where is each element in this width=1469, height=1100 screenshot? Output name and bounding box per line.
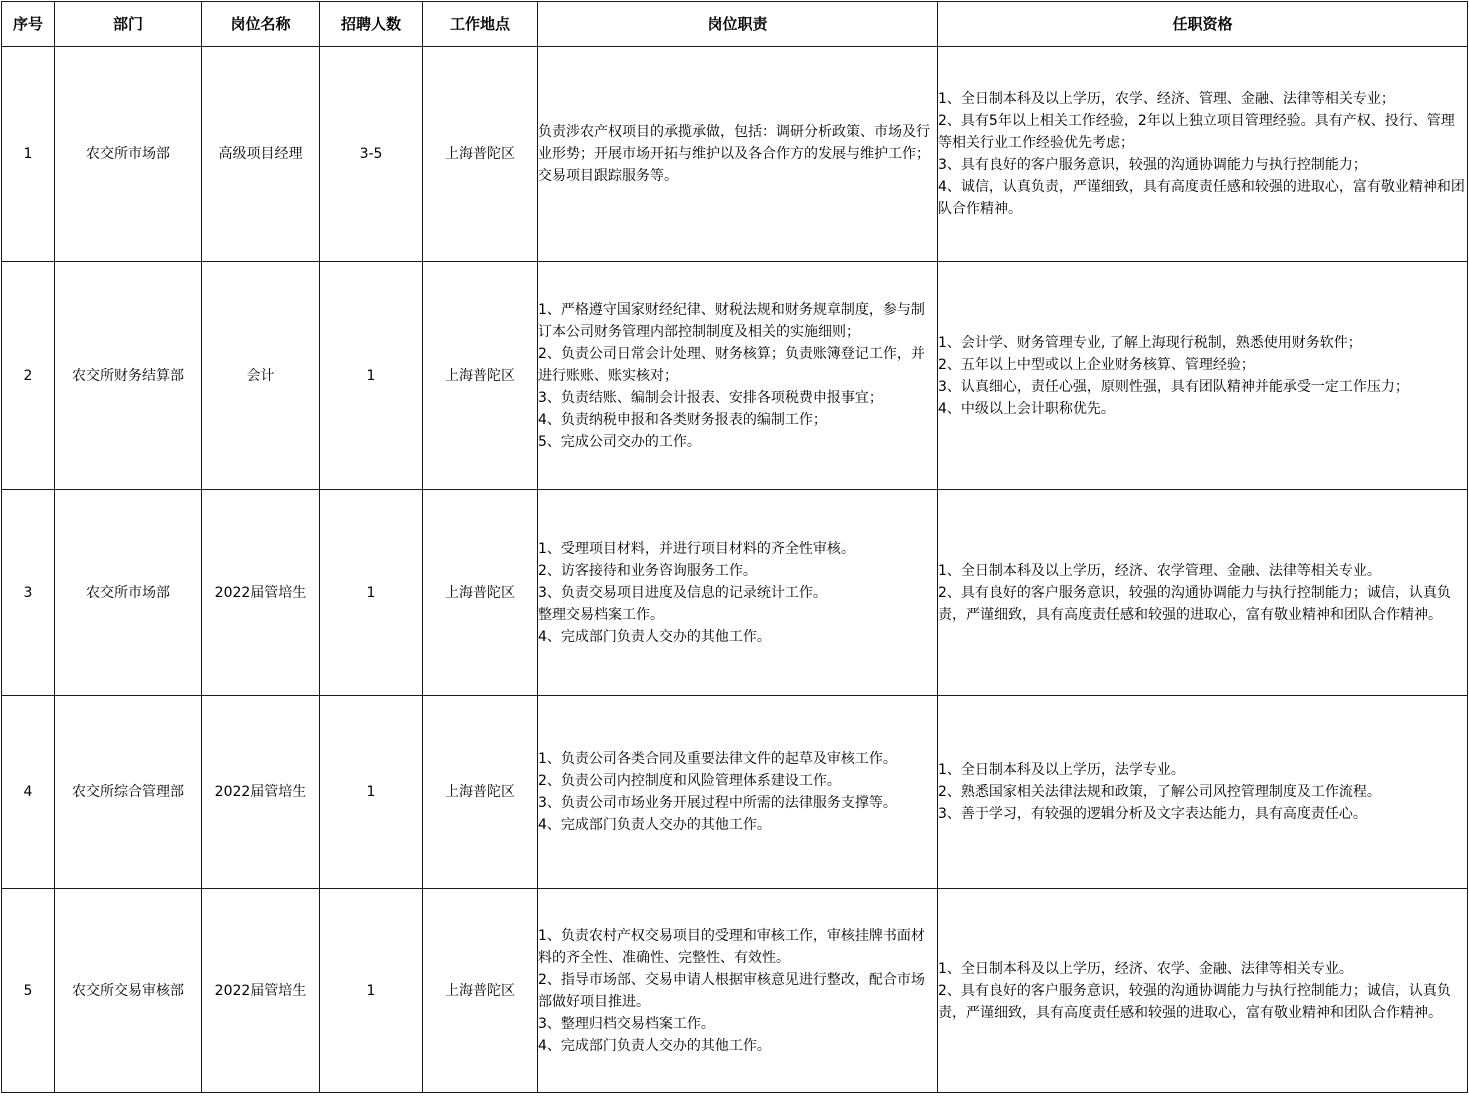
cell-headcount: 1 (320, 889, 423, 1093)
duty-line: 整理交易档案工作。 (538, 606, 664, 623)
duty-line: 4、完成部门负责人交办的其他工作。 (538, 817, 771, 833)
duty-line: 1、负责农村产权交易项目的受理和审核工作，审核挂牌书面材料的齐全性、准确性、完整性、有效性。 (538, 927, 925, 966)
cell-qualifications (938, 490, 1468, 696)
table-row (2, 490, 1468, 696)
duty-line: 负责涉农产权项目的承揽承做，包括：调研分析政策、市场及行业形势；开展市场开拓与维护以及各合作方的发展与维护工作；交易项目跟踪服务等。 (538, 124, 930, 184)
duty-line: 1、受理项目材料，并进行项目材料的齐全性审核。 (538, 540, 855, 557)
qualification-line: 3、具有良好的客户服务意识，较强的沟通协调能力与执行控制能力； (938, 157, 1367, 173)
duty-line: 1、严格遵守国家财经纪律、财税法规和财务规章制度，参与制订本公司财务管理内部控制制度及相关的实施细则； (538, 301, 925, 340)
header-index: 序号 (2, 2, 55, 47)
cell-headcount: 1 (320, 490, 423, 696)
cell-department: 农交所财务结算部 (55, 262, 202, 490)
cell-index: 3 (2, 490, 55, 696)
cell-position: 2022届管培生 (202, 889, 320, 1093)
cell-index: 1 (2, 47, 55, 262)
duty-line: 4、完成部门负责人交办的其他工作。 (538, 628, 771, 645)
duty-line: 3、负责公司市场业务开展过程中所需的法律服务支撑等。 (538, 795, 897, 811)
qualification-line: 1、全日制本科及以上学历，法学专业。 (938, 762, 1185, 778)
cell-duties (538, 889, 938, 1093)
table-row (2, 889, 1468, 1093)
cell-qualifications (938, 262, 1468, 490)
header-department: 部门 (55, 2, 202, 47)
cell-duties (538, 47, 938, 262)
cell-index: 5 (2, 889, 55, 1093)
cell-duties (538, 262, 938, 490)
qualification-line: 2、五年以上中型或以上企业财务核算、管理经验； (938, 356, 1255, 373)
duty-line: 1、负责公司各类合同及重要法律文件的起草及审核工作。 (538, 751, 897, 767)
header-headcount: 招聘人数 (320, 2, 423, 47)
cell-location: 上海普陀区 (423, 696, 538, 889)
qualification-line: 2、具有良好的客户服务意识，较强的沟通协调能力与执行控制能力；诚信，认真负责，严谨细致，具有高度责任感和较强的进取心，富有敬业精神和团队合作精神。 (938, 584, 1451, 623)
cell-location: 上海普陀区 (423, 47, 538, 262)
cell-department: 农交所市场部 (55, 47, 202, 262)
cell-index: 2 (2, 262, 55, 490)
duty-line: 4、负责纳税申报和各类财务报表的编制工作； (538, 411, 827, 428)
duty-line: 3、整理归档交易档案工作。 (538, 1015, 715, 1032)
cell-qualifications (938, 47, 1468, 262)
cell-position: 2022届管培生 (202, 696, 320, 889)
cell-department: 农交所综合管理部 (55, 696, 202, 889)
table-row (2, 262, 1468, 490)
duty-line: 2、访客接待和业务咨询服务工作。 (538, 562, 757, 579)
qualification-line: 1、会计学、财务管理专业, 了解上海现行税制，熟悉使用财务软件； (938, 334, 1362, 351)
cell-headcount: 3-5 (320, 47, 423, 262)
cell-location: 上海普陀区 (423, 889, 538, 1093)
cell-location: 上海普陀区 (423, 490, 538, 696)
header-location: 工作地点 (423, 2, 538, 47)
duty-line: 5、完成公司交办的工作。 (538, 433, 701, 450)
header-qualifications: 任职资格 (938, 2, 1468, 47)
cell-position: 2022届管培生 (202, 490, 320, 696)
qualification-line: 4、诚信，认真负责，严谨细致，具有高度责任感和较强的进取心，富有敬业精神和团队合作精神。 (938, 179, 1465, 217)
cell-location: 上海普陀区 (423, 262, 538, 490)
cell-department: 农交所交易审核部 (55, 889, 202, 1093)
duty-line: 3、负责结账、编制会计报表、安排各项税费申报事宜； (538, 389, 883, 406)
table-row (2, 47, 1468, 262)
cell-qualifications (938, 889, 1468, 1093)
table-row (2, 696, 1468, 889)
cell-department: 农交所市场部 (55, 490, 202, 696)
cell-duties (538, 490, 938, 696)
recruitment-table (1, 1, 1468, 1093)
header-row (2, 2, 1468, 47)
duty-line: 3、负责交易项目进度及信息的记录统计工作。 (538, 584, 827, 601)
qualification-line: 1、全日制本科及以上学历，经济、农学、金融、法律等相关专业。 (938, 960, 1353, 977)
cell-headcount: 1 (320, 262, 423, 490)
cell-duties (538, 696, 938, 889)
duty-line: 4、完成部门负责人交办的其他工作。 (538, 1037, 771, 1054)
qualification-line: 2、具有良好的客户服务意识，较强的沟通协调能力与执行控制能力；诚信，认真负责，严谨细致，具有高度责任感和较强的进取心，富有敬业精神和团队合作精神。 (938, 982, 1451, 1021)
cell-headcount: 1 (320, 696, 423, 889)
cell-qualifications (938, 696, 1468, 889)
qualification-line: 1、全日制本科及以上学历，农学、经济、管理、金融、法律等相关专业； (938, 91, 1395, 107)
cell-position: 高级项目经理 (202, 47, 320, 262)
duty-line: 2、指导市场部、交易申请人根据审核意见进行整改，配合市场部做好项目推进。 (538, 971, 925, 1010)
qualification-line: 3、认真细心，责任心强，原则性强，具有团队精神并能承受一定工作压力； (938, 378, 1409, 395)
header-position: 岗位名称 (202, 2, 320, 47)
qualification-line: 2、具有5年以上相关工作经验，2年以上独立项目管理经验。具有产权、投行、管理等相关行业工作经验优先考虑； (938, 113, 1455, 151)
qualification-line: 2、熟悉国家相关法律法规和政策，了解公司风控管理制度及工作流程。 (938, 784, 1381, 800)
cell-index: 4 (2, 696, 55, 889)
qualification-line: 1、全日制本科及以上学历，经济、农学管理、金融、法律等相关专业。 (938, 562, 1381, 579)
qualification-line: 3、善于学习，有较强的逻辑分析及文字表达能力，具有高度责任心。 (938, 806, 1367, 822)
duty-line: 2、负责公司日常会计处理、财务核算；负责账簿登记工作，并进行账账、账实核对； (538, 345, 925, 384)
header-duties: 岗位职责 (538, 2, 938, 47)
cell-position: 会计 (202, 262, 320, 490)
qualification-line: 4、中级以上会计职称优先。 (938, 400, 1115, 417)
duty-line: 2、负责公司内控制度和风险管理体系建设工作。 (538, 773, 841, 789)
